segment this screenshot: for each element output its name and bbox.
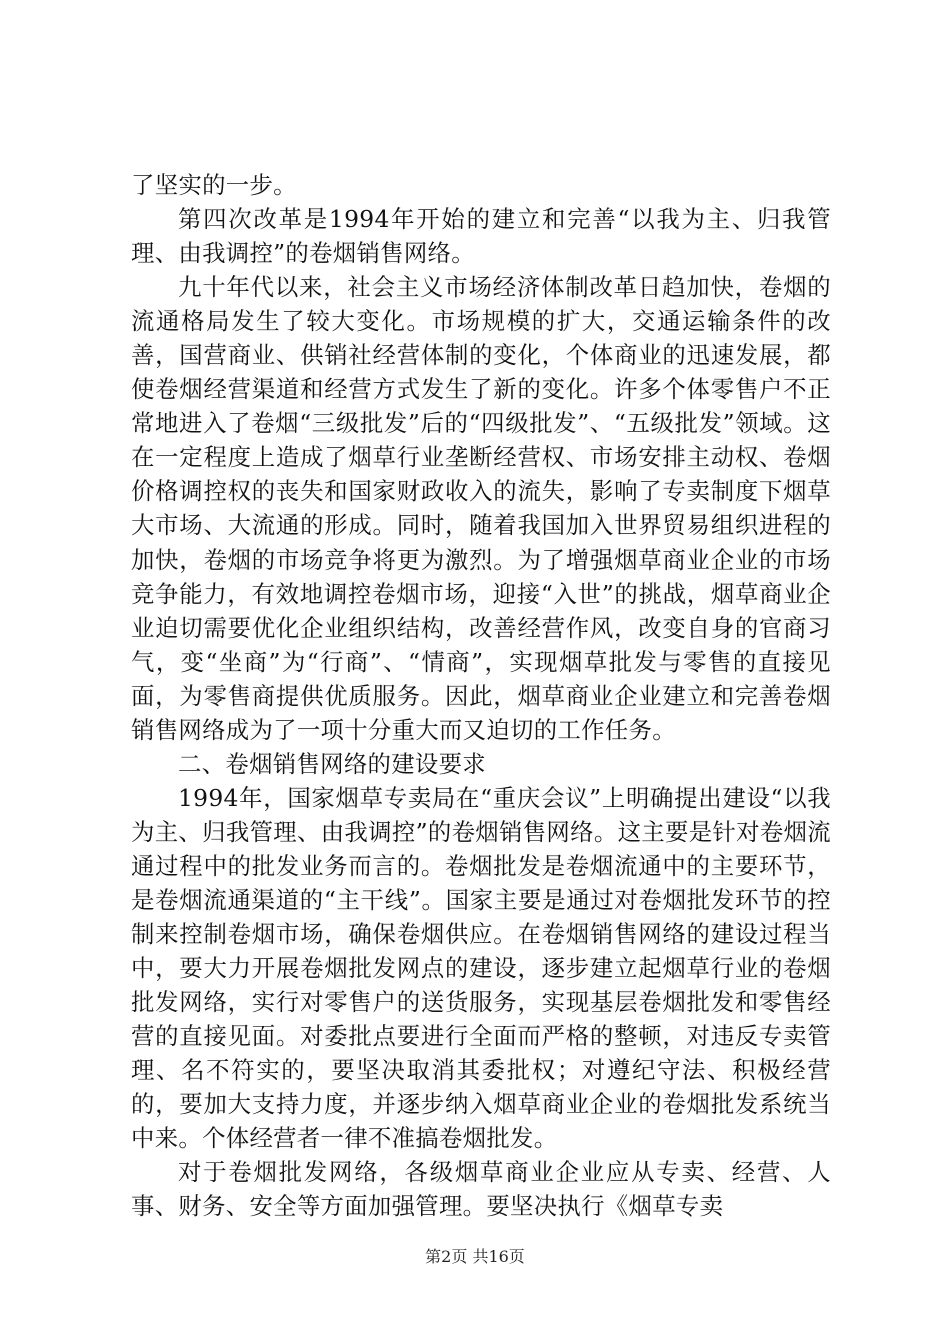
section-heading: 二、卷烟销售网络的建设要求 — [178, 749, 486, 778]
paragraph: 九十年代以来，社会主义市场经济体制改革日趋加快，卷烟的流通格局发生了较大变化。市场规模的扩大，交通运输条件的改善，国营商业、供销社经营体制的变化，个体商业的迅速发展，都使卷烟经营渠道和经营方式发生了新的变化。许多个体零售户不正常地进入了卷烟“三级批发”后的“四级批发”、“五级批发”领域。这在一定程度上造成了烟草行业垄断经营权、市场安排主动权、卷烟价格调控权的丧失和国家财政收入的流失，影响了专卖制度下烟草大市场、大流通的形成。同时，随着我国加入世界贸易组织进程的加快，卷烟的市场竞争将更为激烈。为了增强烟草商业企业的市场竞争能力，有效地调控卷烟市场，迎接“入世”的挑战，烟草商业企业迫切需要优化企业组织结构，改善经营作风，改变自身的官商习气，变“坐商”为“行商”、“情商”，实现烟草批发与零售的直接见面，为零售商提供优质服务。因此，烟草商业企业建立和完善卷烟销售网络成为了一项十分重大而又迫切的工作任务。 — [131, 273, 831, 744]
paragraph: 1994年，国家烟草专卖局在“重庆会议”上明确提出建设“以我为主、归我管理、由我调控”的卷烟销售网络。这主要是针对卷烟流通过程中的批发业务而言的。卷烟批发是卷烟流通中的主要环节，是卷烟流通渠道的“主干线”。国家主要是通过对卷烟批发环节的控制来控制卷烟市场，确保卷烟供应。在卷烟销售网络的建设过程当中，要大力开展卷烟批发网点的建设，逐步建立起烟草行业的卷烟批发网络，实行对零售户的送货服务，实现基层卷烟批发和零售经营的直接见面。对委批点要进行全面而严格的整顿，对违反专卖管理、名不符实的，要坚决取消其委批权；对遵纪守法、积极经营的，要加大支持力度，并逐步纳入烟草商业企业的卷烟批发系统当中来。个体经营者一律不准搞卷烟批发。 — [131, 783, 831, 1153]
page-number-footer: 第2页 共16页 — [425, 1247, 525, 1266]
paragraph: 第四次改革是1994年开始的建立和完善“以我为主、归我管理、由我调控”的卷烟销售网络。 — [131, 205, 831, 268]
paragraph: 对于卷烟批发网络，各级烟草商业企业应从专卖、经营、人事、财务、安全等方面加强管理。要坚决执行《烟草专卖 — [131, 1158, 831, 1221]
paragraph: 了坚实的一步。 — [131, 171, 297, 199]
body-text — [131, 168, 831, 1223]
